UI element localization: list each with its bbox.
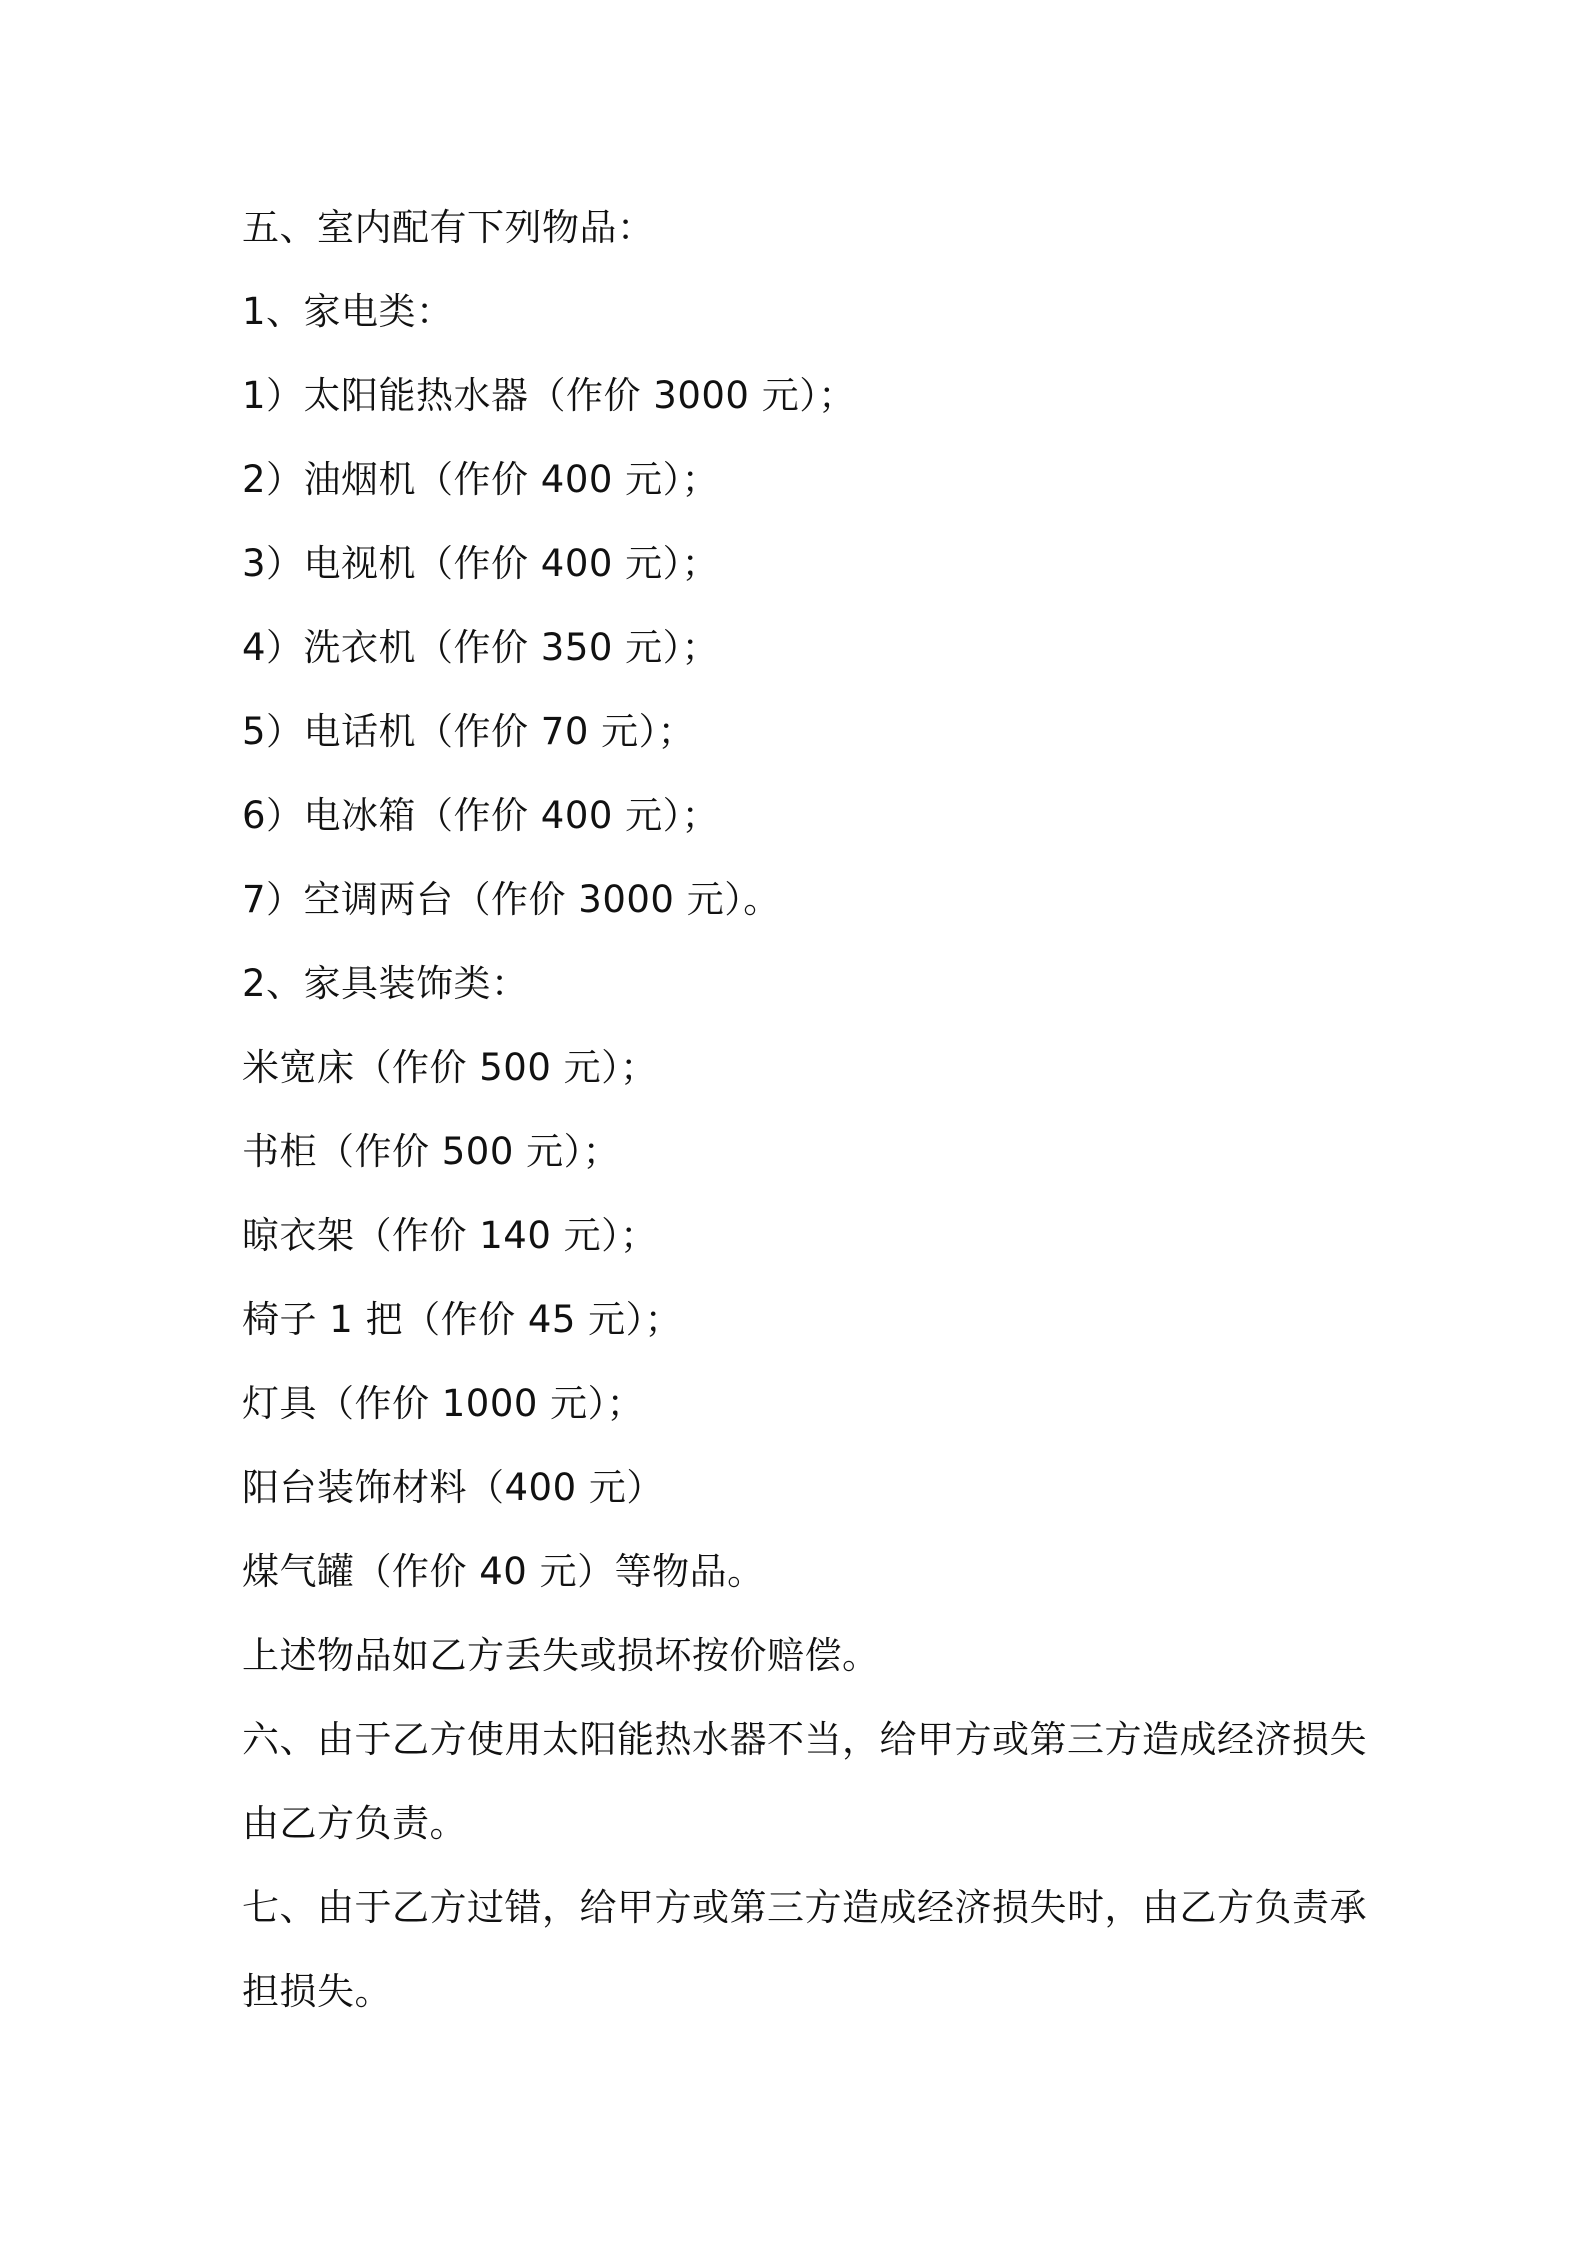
compensation-clause: 上述物品如乙方丢失或损坏按价赔偿。 xyxy=(242,1634,880,1677)
appliance-item: 5）电话机（作价 70 元）； xyxy=(242,710,696,753)
appliance-item: 4）洗衣机（作价 350 元）； xyxy=(242,626,720,669)
furniture-item: 灯具（作价 1000 元）； xyxy=(242,1382,645,1425)
furniture-item: 煤气罐（作价 40 元）等物品。 xyxy=(242,1550,765,1593)
appliance-item: 3）电视机（作价 400 元）； xyxy=(242,542,720,585)
section-six-line-2: 由乙方负责。 xyxy=(242,1802,467,1845)
appliance-item: 2）油烟机（作价 400 元）； xyxy=(242,458,720,501)
furniture-item: 椅子 1 把（作价 45 元）； xyxy=(242,1298,683,1341)
furniture-item: 晾衣架（作价 140 元）； xyxy=(242,1214,658,1257)
section-five-heading: 五、室内配有下列物品： xyxy=(242,206,655,249)
appliance-item: 7）空调两台（作价 3000 元）。 xyxy=(242,878,781,921)
section-seven-line-1: 七、由于乙方过错，给甲方或第三方造成经济损失时，由乙方负责承 xyxy=(242,1886,1367,1929)
section-seven-line-2: 担损失。 xyxy=(242,1970,392,2013)
furniture-item: 米宽床（作价 500 元）； xyxy=(242,1046,658,1089)
appliance-item: 6）电冰箱（作价 400 元）； xyxy=(242,794,720,837)
furniture-item: 阳台装饰材料（400 元） xyxy=(242,1466,664,1509)
section-six-line-1: 六、由于乙方使用太阳能热水器不当，给甲方或第三方造成经济损失 xyxy=(242,1718,1367,1761)
appliances-heading: 1、家电类： xyxy=(242,290,454,333)
furniture-item: 书柜（作价 500 元）； xyxy=(242,1130,621,1173)
furniture-heading: 2、家具装饰类： xyxy=(242,962,529,1005)
appliance-item: 1）太阳能热水器（作价 3000 元）； xyxy=(242,374,856,417)
